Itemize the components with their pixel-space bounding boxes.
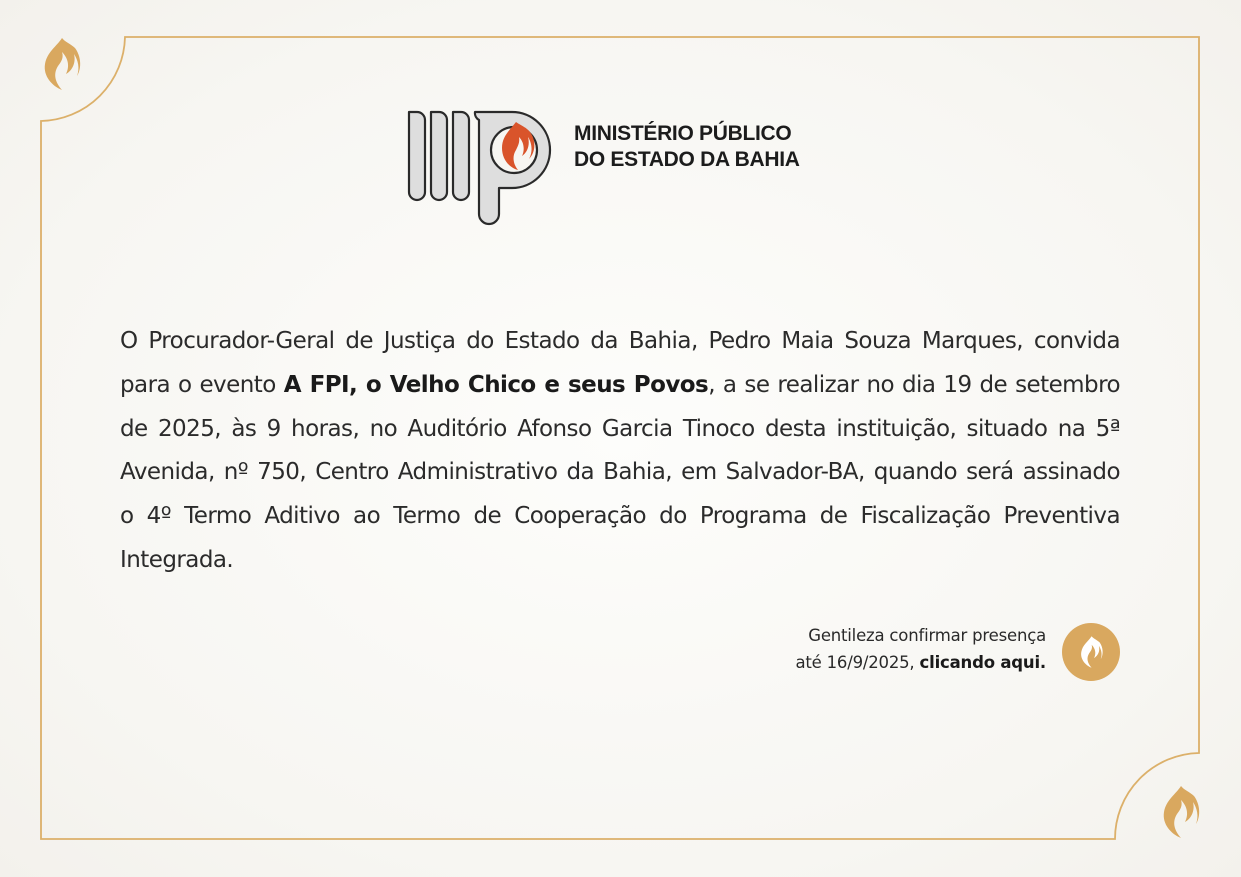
flame-icon	[40, 36, 82, 92]
rsvp-line1: Gentileza confirmar presença	[808, 626, 1046, 645]
mp-logo	[406, 108, 556, 230]
organization-name	[574, 121, 800, 173]
organization-name-line2: DO ESTADO DA BAHIA	[574, 148, 800, 171]
rsvp-link[interactable]: clicando aqui.	[919, 653, 1046, 672]
rsvp-text	[795, 622, 1046, 676]
invitation-text-part2: , a se realizar no dia 19 de setembro de 2025, às 9 horas, no Auditório Afonso Garcia Tinoco desta instituição, situado na 5ª Avenida, nº 750, Centro Administrativo da Bahia, em Salvador-BA, quando será assinado o 4º Termo Aditivo ao Termo de Cooperação do Programa de Fiscalização Preventiva Integrada.	[120, 371, 1121, 573]
invitation-text-part1: O Procurador-Geral de Justiça do Estado da Bahia, Pedro Maia Souza Marques, convida para o evento	[120, 328, 1120, 398]
event-name: A FPI, o Velho Chico e seus Povos	[283, 371, 709, 398]
organization-name-line1: MINISTÉRIO PÚBLICO	[574, 122, 792, 145]
flame-icon	[1159, 784, 1201, 840]
invitation-text	[120, 320, 1120, 583]
rsvp-button[interactable]	[1062, 623, 1120, 681]
rsvp-line2	[795, 649, 1046, 676]
rsvp-deadline: até 16/9/2025,	[795, 653, 920, 672]
flame-icon	[1078, 635, 1104, 669]
